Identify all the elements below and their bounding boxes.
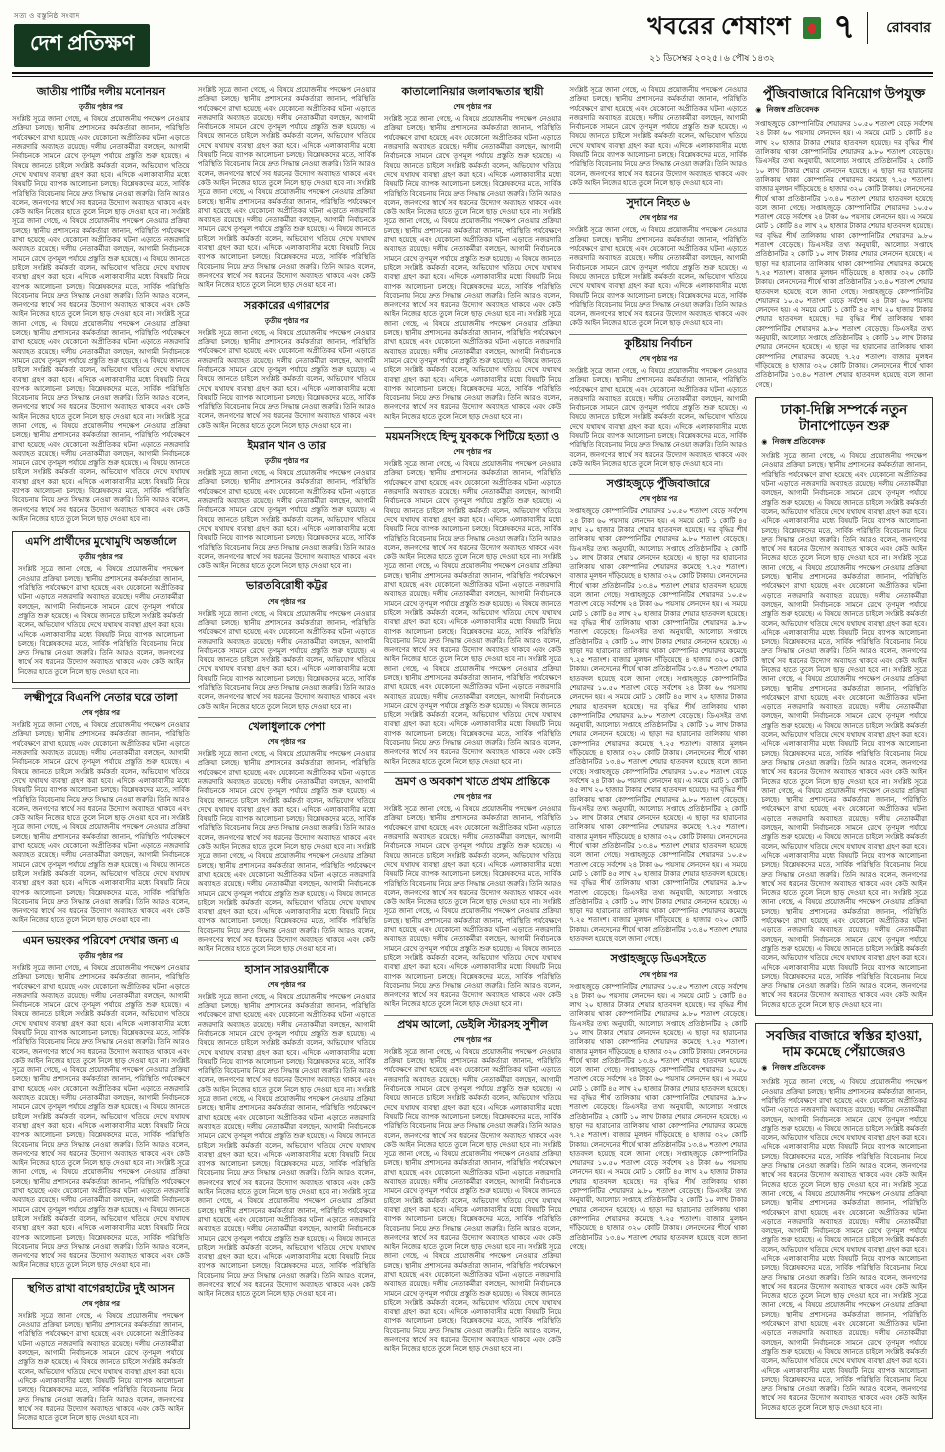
article-headline: সুদানে নিহত ৬ — [626, 197, 691, 210]
article — [569, 474, 747, 944]
article-headline: জাতীয় পার্টির দলীয় মনোনয়ন — [36, 86, 166, 98]
article-headline: এমন ভয়ংকর পরিবেশ দেখার জন্য এ — [22, 934, 180, 947]
article-body: সংশ্লিষ্ট সূত্রে জানা গেছে, এ বিষয়ে প্রয়োজনীয় পদক্ষেপ নেওয়ার প্রক্রিয়া চলছে। স্থানীয় প্রশাসনের কর্মকর্তারা জানান, পরিস্থিতি পর্যবেক্ষণে রাখা হয়েছে এবং যেকোনো অপ্রীতিকর ঘটনা এড়াতে নজরদারি অব্যাহত রয়েছে। দলীয় নেতাকর্মীরা বলছেন, আগামী নির্বাচনকে সামনে রেখে তৃণমূল পর্যায়ে প্রস্তুতি শুরু হয়েছে। এ বিষয়ে জানতে চাইলে সংশ্লিষ্ট কর্মকর্তা বলেন, অভিযোগ খতিয়ে দেখে যথাযথ ব্যবস্থা গ্রহণ করা হবে। এদিকে এলাকাবাসীর মধ্যে বিষয়টি নিয়ে ব্যাপক আলোচনা চলছে। বিশ্লেষকদের মতে, সার্বিক পরিস্থিতি বিবেচনায় নিয়ে দ্রুত সিদ্ধান্ত নেওয়া জরুরি। তিনি আরও বলেন, জনগণের স্বার্থে সব ধরনের উদ্যোগ অব্যাহত থাকবে এবং কেউ আইন নিজের হাতে তুলে নিলে ছাড় দেওয়া হবে না। সংশ্লিষ্ট সূত্রে জানা গেছে, এ বিষয়ে প্রয়োজনীয় পদক্ষেপ নেওয়ার প্রক্রিয়া চলছে। স্থানীয় প্রশাসনের কর্মকর্তারা জানান, পরিস্থিতি পর্যবেক্ষণে রাখা হয়েছে এবং যেকোনো অপ্রীতিকর ঘটনা এড়াতে নজরদারি অব্যাহত রয়েছে। দলীয় নেতাকর্মীরা বলছেন, আগামী নির্বাচনকে সামনে রেখে তৃণমূল পর্যায়ে প্রস্তুতি শুরু হয়েছে। এ বিষয়ে জানতে চাইলে সংশ্লিষ্ট কর্মকর্তা বলেন, অভিযোগ খতিয়ে দেখে যথাযথ ব্যবস্থা গ্রহণ করা হবে। এদিকে এলাকাবাসীর মধ্যে বিষয়টি নিয়ে ব্যাপক আলোচনা চলছে। বিশ্লেষকদের মতে, সার্বিক পরিস্থিতি বিবেচনায় নিয়ে দ্রুত সিদ্ধান্ত নেওয়া জরুরি। তিনি আরও বলেন, জনগণের স্বার্থে সব ধরনের উদ্যোগ অব্যাহত থাকবে এবং কেউ আইন নিজের হাতে তুলে নিলে ছাড় দেওয়া হবে না। সংশ্লিষ্ট সূত্রে জানা গেছে, এ বিষয়ে প্রয়োজনীয় পদক্ষেপ নেওয়ার প্রক্রিয়া চলছে। স্থানীয় প্রশাসনের কর্মকর্তারা জানান, পরিস্থিতি পর্যবেক্ষণে রাখা হয়েছে এবং যেকোনো অপ্রীতিকর ঘটনা এড়াতে নজরদারি অব্যাহত রয়েছে। দলীয় নেতাকর্মীরা বলছেন, আগামী নির্বাচনকে সামনে রেখে তৃণমূল পর্যায়ে প্রস্তুতি শুরু হয়েছে। এ বিষয়ে জানতে চাইলে সংশ্লিষ্ট কর্মকর্তা বলেন, অভিযোগ খতিয়ে দেখে যথাযথ ব্যবস্থা গ্রহণ করা হবে। এদিকে এলাকাবাসীর মধ্যে বিষয়টি নিয়ে ব্যাপক আলোচনা চলছে। বিশ্লেষকদের মতে, সার্বিক পরিস্থিতি বিবেচনায় নিয়ে দ্রুত সিদ্ধান্ত নেওয়া জরুরি। তিনি আরও বলেন, জনগণের স্বার্থে সব ধরনের উদ্যোগ অব্যাহত থাকবে এবং কেউ আইন নিজের হাতে তুলে নিলে ছাড় দেওয়া হবে না। — [383, 460, 562, 766]
continuation-note: তৃতীয় পৃষ্ঠার পর — [78, 951, 123, 960]
continuation-note: শেষ পৃষ্ঠার পর — [267, 980, 306, 989]
section-title: খবরের শেষাংশ — [647, 14, 792, 40]
article — [198, 717, 376, 955]
continuation-note: শেষ পৃষ্ঠার পর — [81, 1299, 120, 1308]
article-headline: ঢাকা-দিল্লি সম্পর্কে নতুন টানাপোড়েন শুরু — [780, 401, 908, 433]
continuation-note: তৃতীয় পৃষ্ঠার পর — [264, 457, 309, 466]
article-headline: ইমরান খান ও তার — [247, 439, 326, 452]
article-body: সংশ্লিষ্ট সূত্রে জানা গেছে, এ বিষয়ে প্রয়োজনীয় পদক্ষেপ নেওয়ার প্রক্রিয়া চলছে। স্থানীয় প্রশাসনের কর্মকর্তারা জানান, পরিস্থিতি পর্যবেক্ষণে রাখা হয়েছে এবং যেকোনো অপ্রীতিকর ঘটনা এড়াতে নজরদারি অব্যাহত রয়েছে। দলীয় নেতাকর্মীরা বলছেন, আগামী নির্বাচনকে সামনে রেখে তৃণমূল পর্যায়ে প্রস্তুতি শুরু হয়েছে। এ বিষয়ে জানতে চাইলে সংশ্লিষ্ট কর্মকর্তা বলেন, অভিযোগ খতিয়ে দেখে যথাযথ ব্যবস্থা গ্রহণ করা হবে। এদিকে এলাকাবাসীর মধ্যে বিষয়টি নিয়ে ব্যাপক আলোচনা চলছে। বিশ্লেষকদের মতে, সার্বিক পরিস্থিতি বিবেচনায় নিয়ে দ্রুত সিদ্ধান্ত নেওয়া জরুরি। তিনি আরও বলেন, জনগণের স্বার্থে সব ধরনের উদ্যোগ অব্যাহত থাকবে এবং কেউ আইন নিজের হাতে তুলে নিলে ছাড় দেওয়া হবে না। — [569, 86, 748, 187]
page-number: ৭ — [833, 9, 856, 46]
byline-bullet-icon: ◉ — [761, 1064, 768, 1073]
article — [569, 334, 747, 469]
article — [569, 193, 747, 328]
header-right — [647, 8, 931, 67]
article — [12, 688, 190, 926]
article-headline: স্থগিত রাখা বাগেরহাটের দুই আসন — [27, 1282, 175, 1295]
article — [12, 931, 190, 1271]
article — [384, 83, 562, 422]
article-headline: পুঁজিবাজারে বিনিয়োগ উপযুক্ত — [763, 86, 926, 101]
continuation-note: শেষ পৃষ্ঠার পর — [453, 793, 492, 802]
column-2 — [198, 83, 376, 1449]
article-headline: সবজির বাজারে স্বস্তির হাওয়া, দাম কমেছে পেঁয়াজেরও — [766, 1027, 922, 1060]
article-body: সংশ্লিষ্ট সূত্রে জানা গেছে, এ বিষয়ে প্রয়োজনীয় পদক্ষেপ নেওয়ার প্রক্রিয়া চলছে। স্থানীয় প্রশাসনের কর্মকর্তারা জানান, পরিস্থিতি পর্যবেক্ষণে রাখা হয়েছে এবং যেকোনো অপ্রীতিকর ঘটনা এড়াতে নজরদারি অব্যাহত রয়েছে। দলীয় নেতাকর্মীরা বলছেন, আগামী নির্বাচনকে সামনে রেখে তৃণমূল পর্যায়ে প্রস্তুতি শুরু হয়েছে। এ বিষয়ে জানতে চাইলে সংশ্লিষ্ট কর্মকর্তা বলেন, অভিযোগ খতিয়ে দেখে যথাযথ ব্যবস্থা গ্রহণ করা হবে। এদিকে এলাকাবাসীর মধ্যে বিষয়টি নিয়ে ব্যাপক আলোচনা চলছে। বিশ্লেষকদের মতে, সার্বিক পরিস্থিতি বিবেচনায় নিয়ে দ্রুত সিদ্ধান্ত নেওয়া জরুরি। তিনি আরও বলেন, জনগণের স্বার্থে সব ধরনের উদ্যোগ অব্যাহত থাকবে এবং কেউ আইন নিজের হাতে তুলে নিলে ছাড় দেওয়া হবে না। — [569, 366, 748, 468]
paper-emblem-icon — [803, 17, 821, 39]
masthead — [14, 10, 150, 67]
date-line: ২১ ডিসেম্বর ২০২৫ ৷ ৬ পৌষ ১৪৩২ — [649, 53, 775, 63]
masthead-title: দেশ প্রতিক্ষণ — [14, 24, 150, 67]
article-headline: সপ্তাহজুড়ে পুঁজিবাজারে — [606, 478, 710, 491]
column-1 — [12, 83, 190, 1449]
article-body: সপ্তাহজুড়ে কোম্পানিটির শেয়ারদর ১০.৫০ শতাংশ বেড়ে সর্বশেষ ২৪ টাকা ৬০ পয়সায় লেনদেন হয়। এ সময়ে মোট ১ কোটি ৪৫ লাখ ২০ হাজার টাকার শেয়ার হাতবদল হয়েছে। দর বৃদ্ধির শীর্ষ তালিকায় থাকা কোম্পানিটির শেয়ারদর ৯.৮০ শতাংশ বেড়েছে। ডিএসইর তথ্য অনুযায়ী, আলোচ্য সপ্তাহে প্রতিষ্ঠানটির ২ কোটি ১০ লাখ টাকার শেয়ার লেনদেন হয়েছে। এ ছাড়া দর হারানোর তালিকায় থাকা কোম্পানির শেয়ারদর কমেছে ৭.২৫ শতাংশ। বাজার মূলধন দাঁড়িয়েছে ৪ হাজার ৩২০ কোটি টাকায়। লেনদেনের শীর্ষে থাকা প্রতিষ্ঠানটির ১৩.৪০ শতাংশ শেয়ার হাতবদল হয়েছে বলে জানা গেছে। সপ্তাহজুড়ে কোম্পানিটির শেয়ারদর ১০.৫০ শতাংশ বেড়ে সর্বশেষ ২৪ টাকা ৬০ পয়সায় লেনদেন হয়। এ সময়ে মোট ১ কোটি ৪৫ লাখ ২০ হাজার টাকার শেয়ার হাতবদল হয়েছে। দর বৃদ্ধির শীর্ষ তালিকায় থাকা কোম্পানিটির শেয়ারদর ৯.৮০ শতাংশ বেড়েছে। ডিএসইর তথ্য অনুযায়ী, আলোচ্য সপ্তাহে প্রতিষ্ঠানটির ২ কোটি ১০ লাখ টাকার শেয়ার লেনদেন হয়েছে। এ ছাড়া দর হারানোর তালিকায় থাকা কোম্পানির শেয়ারদর কমেছে ৭.২৫ শতাংশ। বাজার মূলধন দাঁড়িয়েছে ৪ হাজার ৩২০ কোটি টাকায়। লেনদেনের শীর্ষে থাকা প্রতিষ্ঠানটির ১৩.৪০ শতাংশ শেয়ার হাতবদল হয়েছে বলে জানা গেছে। সপ্তাহজুড়ে কোম্পানিটির শেয়ারদর ১০.৫০ শতাংশ বেড়ে সর্বশেষ ২৪ টাকা ৬০ পয়সায় লেনদেন হয়। এ সময়ে মোট ১ কোটি ৪৫ লাখ ২০ হাজার টাকার শেয়ার হাতবদল হয়েছে। দর বৃদ্ধির শীর্ষ তালিকায় থাকা কোম্পানিটির শেয়ারদর ৯.৮০ শতাংশ বেড়েছে। ডিএসইর তথ্য অনুযায়ী, আলোচ্য সপ্তাহে প্রতিষ্ঠানটির ২ কোটি ১০ লাখ টাকার শেয়ার লেনদেন হয়েছে। এ ছাড়া দর হারানোর তালিকায় থাকা কোম্পানির শেয়ারদর কমেছে ৭.২৫ শতাংশ। বাজার মূলধন দাঁড়িয়েছে ৪ হাজার ৩২০ কোটি টাকায়। লেনদেনের শীর্ষে থাকা প্রতিষ্ঠানটির ১৩.৪০ শতাংশ শেয়ার হাতবদল হয়েছে বলে জানা গেছে। — [569, 982, 748, 1251]
column-3 — [384, 83, 562, 1449]
article — [384, 427, 562, 767]
article-body: সংশ্লিষ্ট সূত্রে জানা গেছে, এ বিষয়ে প্রয়োজনীয় পদক্ষেপ নেওয়ার প্রক্রিয়া চলছে। স্থানীয় প্রশাসনের কর্মকর্তারা জানান, পরিস্থিতি পর্যবেক্ষণে রাখা হয়েছে এবং যেকোনো অপ্রীতিকর ঘটনা এড়াতে নজরদারি অব্যাহত রয়েছে। দলীয় নেতাকর্মীরা বলছেন, আগামী নির্বাচনকে সামনে রেখে তৃণমূল পর্যায়ে প্রস্তুতি শুরু হয়েছে। এ বিষয়ে জানতে চাইলে সংশ্লিষ্ট কর্মকর্তা বলেন, অভিযোগ খতিয়ে দেখে যথাযথ ব্যবস্থা গ্রহণ করা হবে। এদিকে এলাকাবাসীর মধ্যে বিষয়টি নিয়ে ব্যাপক আলোচনা চলছে। বিশ্লেষকদের মতে, সার্বিক পরিস্থিতি বিবেচনায় নিয়ে দ্রুত সিদ্ধান্ত নেওয়া জরুরি। তিনি আরও বলেন, জনগণের স্বার্থে সব ধরনের উদ্যোগ অব্যাহত থাকবে এবং কেউ আইন নিজের হাতে তুলে নিলে ছাড় দেওয়া হবে না। সংশ্লিষ্ট সূত্রে জানা গেছে, এ বিষয়ে প্রয়োজনীয় পদক্ষেপ নেওয়ার প্রক্রিয়া চলছে। স্থানীয় প্রশাসনের কর্মকর্তারা জানান, পরিস্থিতি পর্যবেক্ষণে রাখা হয়েছে এবং যেকোনো অপ্রীতিকর ঘটনা এড়াতে নজরদারি অব্যাহত রয়েছে। দলীয় নেতাকর্মীরা বলছেন, আগামী নির্বাচনকে সামনে রেখে তৃণমূল পর্যায়ে প্রস্তুতি শুরু হয়েছে। এ বিষয়ে জানতে চাইলে সংশ্লিষ্ট কর্মকর্তা বলেন, অভিযোগ খতিয়ে দেখে যথাযথ ব্যবস্থা গ্রহণ করা হবে। এদিকে এলাকাবাসীর মধ্যে বিষয়টি নিয়ে ব্যাপক আলোচনা চলছে। বিশ্লেষকদের মতে, সার্বিক পরিস্থিতি বিবেচনায় নিয়ে দ্রুত সিদ্ধান্ত নেওয়া জরুরি। তিনি আরও বলেন, জনগণের স্বার্থে সব ধরনের উদ্যোগ অব্যাহত থাকবে এবং কেউ আইন নিজের হাতে তুলে নিলে ছাড় দেওয়া হবে না। — [12, 721, 190, 925]
continuation-note: শেষ পৃষ্ঠার পর — [639, 354, 678, 363]
article — [198, 960, 376, 1300]
article-body: সংশ্লিষ্ট সূত্রে জানা গেছে, এ বিষয়ে প্রয়োজনীয় পদক্ষেপ নেওয়ার প্রক্রিয়া চলছে। স্থানীয় প্রশাসনের কর্মকর্তারা জানান, পরিস্থিতি পর্যবেক্ষণে রাখা হয়েছে এবং যেকোনো অপ্রীতিকর ঘটনা এড়াতে নজরদারি অব্যাহত রয়েছে। দলীয় নেতাকর্মীরা বলছেন, আগামী নির্বাচনকে সামনে রেখে তৃণমূল পর্যায়ে প্রস্তুতি শুরু হয়েছে। এ বিষয়ে জানতে চাইলে সংশ্লিষ্ট কর্মকর্তা বলেন, অভিযোগ খতিয়ে দেখে যথাযথ ব্যবস্থা গ্রহণ করা হবে। এদিকে এলাকাবাসীর মধ্যে বিষয়টি নিয়ে ব্যাপক আলোচনা চলছে। বিশ্লেষকদের মতে, সার্বিক পরিস্থিতি বিবেচনায় নিয়ে দ্রুত সিদ্ধান্ত নেওয়া জরুরি। তিনি আরও বলেন, জনগণের স্বার্থে সব ধরনের উদ্যোগ অব্যাহত থাকবে এবং কেউ আইন নিজের হাতে তুলে নিলে ছাড় দেওয়া হবে না। — [197, 609, 376, 711]
article-headline: খেলাধুলাকে পেশা — [248, 720, 326, 733]
page-columns — [0, 77, 945, 1449]
article-headline: কুষ্টিয়ায় নির্বাচন — [624, 337, 693, 350]
article-body: সংশ্লিষ্ট সূত্রে জানা গেছে, এ বিষয়ে প্রয়োজনীয় পদক্ষেপ নেওয়ার প্রক্রিয়া চলছে। স্থানীয় প্রশাসনের কর্মকর্তারা জানান, পরিস্থিতি পর্যবেক্ষণে রাখা হয়েছে এবং যেকোনো অপ্রীতিকর ঘটনা এড়াতে নজরদারি অব্যাহত রয়েছে। দলীয় নেতাকর্মীরা বলছেন, আগামী নির্বাচনকে সামনে রেখে তৃণমূল পর্যায়ে প্রস্তুতি শুরু হয়েছে। এ বিষয়ে জানতে চাইলে সংশ্লিষ্ট কর্মকর্তা বলেন, অভিযোগ খতিয়ে দেখে যথাযথ ব্যবস্থা গ্রহণ করা হবে। এদিকে এলাকাবাসীর মধ্যে বিষয়টি নিয়ে ব্যাপক আলোচনা চলছে। বিশ্লেষকদের মতে, সার্বিক পরিস্থিতি বিবেচনায় নিয়ে দ্রুত সিদ্ধান্ত নেওয়া জরুরি। তিনি আরও বলেন, জনগণের স্বার্থে সব ধরনের উদ্যোগ অব্যাহত থাকবে এবং কেউ আইন নিজের হাতে তুলে নিলে ছাড় দেওয়া হবে না। সংশ্লিষ্ট সূত্রে জানা গেছে, এ বিষয়ে প্রয়োজনীয় পদক্ষেপ নেওয়ার প্রক্রিয়া চলছে। স্থানীয় প্রশাসনের কর্মকর্তারা জানান, পরিস্থিতি পর্যবেক্ষণে রাখা হয়েছে এবং যেকোনো অপ্রীতিকর ঘটনা এড়াতে নজরদারি অব্যাহত রয়েছে। দলীয় নেতাকর্মীরা বলছেন, আগামী নির্বাচনকে সামনে রেখে তৃণমূল পর্যায়ে প্রস্তুতি শুরু হয়েছে। এ বিষয়ে জানতে চাইলে সংশ্লিষ্ট কর্মকর্তা বলেন, অভিযোগ খতিয়ে দেখে যথাযথ ব্যবস্থা গ্রহণ করা হবে। এদিকে এলাকাবাসীর মধ্যে বিষয়টি নিয়ে ব্যাপক আলোচনা চলছে। বিশ্লেষকদের মতে, সার্বিক পরিস্থিতি বিবেচনায় নিয়ে দ্রুত সিদ্ধান্ত নেওয়া জরুরি। তিনি আরও বলেন, জনগণের স্বার্থে সব ধরনের উদ্যোগ অব্যাহত থাকবে এবং কেউ আইন নিজের হাতে তুলে নিলে ছাড় দেওয়া হবে না। — [197, 750, 376, 954]
header-divider — [867, 12, 868, 44]
article-headline: এমপি প্রার্থীদের মুখোমুখি অন্তর্জালে — [25, 536, 177, 549]
byline-text: নিজস্ব প্রতিবেদক — [766, 105, 820, 115]
article-body: সংশ্লিষ্ট সূত্রে জানা গেছে, এ বিষয়ে প্রয়োজনীয় পদক্ষেপ নেওয়ার প্রক্রিয়া চলছে। স্থানীয় প্রশাসনের কর্মকর্তারা জানান, পরিস্থিতি পর্যবেক্ষণে রাখা হয়েছে এবং যেকোনো অপ্রীতিকর ঘটনা এড়াতে নজরদারি অব্যাহত রয়েছে। দলীয় নেতাকর্মীরা বলছেন, আগামী নির্বাচনকে সামনে রেখে তৃণমূল পর্যায়ে প্রস্তুতি শুরু হয়েছে। এ বিষয়ে জানতে চাইলে সংশ্লিষ্ট কর্মকর্তা বলেন, অভিযোগ খতিয়ে দেখে যথাযথ ব্যবস্থা গ্রহণ করা হবে। এদিকে এলাকাবাসীর মধ্যে বিষয়টি নিয়ে ব্যাপক আলোচনা চলছে। বিশ্লেষকদের মতে, সার্বিক পরিস্থিতি বিবেচনায় নিয়ে দ্রুত সিদ্ধান্ত নেওয়া জরুরি। তিনি আরও বলেন, জনগণের স্বার্থে সব ধরনের উদ্যোগ অব্যাহত থাকবে এবং কেউ আইন নিজের হাতে তুলে নিলে ছাড় দেওয়া হবে না। সংশ্লিষ্ট সূত্রে জানা গেছে, এ বিষয়ে প্রয়োজনীয় পদক্ষেপ নেওয়ার প্রক্রিয়া চলছে। স্থানীয় প্রশাসনের কর্মকর্তারা জানান, পরিস্থিতি পর্যবেক্ষণে রাখা হয়েছে এবং যেকোনো অপ্রীতিকর ঘটনা এড়াতে নজরদারি অব্যাহত রয়েছে। দলীয় নেতাকর্মীরা বলছেন, আগামী নির্বাচনকে সামনে রেখে তৃণমূল পর্যায়ে প্রস্তুতি শুরু হয়েছে। এ বিষয়ে জানতে চাইলে সংশ্লিষ্ট কর্মকর্তা বলেন, অভিযোগ খতিয়ে দেখে যথাযথ ব্যবস্থা গ্রহণ করা হবে। এদিকে এলাকাবাসীর মধ্যে বিষয়টি নিয়ে ব্যাপক আলোচনা চলছে। বিশ্লেষকদের মতে, সার্বিক পরিস্থিতি বিবেচনায় নিয়ে দ্রুত সিদ্ধান্ত নেওয়া জরুরি। তিনি আরও বলেন, জনগণের স্বার্থে সব ধরনের উদ্যোগ অব্যাহত থাকবে এবং কেউ আইন নিজের হাতে তুলে নিলে ছাড় দেওয়া হবে না। সংশ্লিষ্ট সূত্রে জানা গেছে, এ বিষয়ে প্রয়োজনীয় পদক্ষেপ নেওয়ার প্রক্রিয়া চলছে। স্থানীয় প্রশাসনের কর্মকর্তারা জানান, পরিস্থিতি পর্যবেক্ষণে রাখা হয়েছে এবং যেকোনো অপ্রীতিকর ঘটনা এড়াতে নজরদারি অব্যাহত রয়েছে। দলীয় নেতাকর্মীরা বলছেন, আগামী নির্বাচনকে সামনে রেখে তৃণমূল পর্যায়ে প্রস্তুতি শুরু হয়েছে। এ বিষয়ে জানতে চাইলে সংশ্লিষ্ট কর্মকর্তা বলেন, অভিযোগ খতিয়ে দেখে যথাযথ ব্যবস্থা গ্রহণ করা হবে। এদিকে এলাকাবাসীর মধ্যে বিষয়টি নিয়ে ব্যাপক আলোচনা চলছে। বিশ্লেষকদের মতে, সার্বিক পরিস্থিতি বিবেচনায় নিয়ে দ্রুত সিদ্ধান্ত নেওয়া জরুরি। তিনি আরও বলেন, জনগণের স্বার্থে সব ধরনের উদ্যোগ অব্যাহত থাকবে এবং কেউ আইন নিজের হাতে তুলে নিলে ছাড় দেওয়া হবে না। — [383, 1047, 562, 1354]
article — [12, 1278, 190, 1430]
byline-text: নিজস্ব প্রতিবেদক — [772, 1063, 826, 1073]
column-5 — [755, 83, 933, 1449]
article-body: সপ্তাহজুড়ে কোম্পানিটির শেয়ারদর ১০.৫০ শতাংশ বেড়ে সর্বশেষ ২৪ টাকা ৬০ পয়সায় লেনদেন হয়। এ সময়ে মোট ১ কোটি ৪৫ লাখ ২০ হাজার টাকার শেয়ার হাতবদল হয়েছে। দর বৃদ্ধির শীর্ষ তালিকায় থাকা কোম্পানিটির শেয়ারদর ৯.৮০ শতাংশ বেড়েছে। ডিএসইর তথ্য অনুযায়ী, আলোচ্য সপ্তাহে প্রতিষ্ঠানটির ২ কোটি ১০ লাখ টাকার শেয়ার লেনদেন হয়েছে। এ ছাড়া দর হারানোর তালিকায় থাকা কোম্পানির শেয়ারদর কমেছে ৭.২৫ শতাংশ। বাজার মূলধন দাঁড়িয়েছে ৪ হাজার ৩২০ কোটি টাকায়। লেনদেনের শীর্ষে থাকা প্রতিষ্ঠানটির ১৩.৪০ শতাংশ শেয়ার হাতবদল হয়েছে বলে জানা গেছে। সপ্তাহজুড়ে কোম্পানিটির শেয়ারদর ১০.৫০ শতাংশ বেড়ে সর্বশেষ ২৪ টাকা ৬০ পয়সায় লেনদেন হয়। এ সময়ে মোট ১ কোটি ৪৫ লাখ ২০ হাজার টাকার শেয়ার হাতবদল হয়েছে। দর বৃদ্ধির শীর্ষ তালিকায় থাকা কোম্পানিটির শেয়ারদর ৯.৮০ শতাংশ বেড়েছে। ডিএসইর তথ্য অনুযায়ী, আলোচ্য সপ্তাহে প্রতিষ্ঠানটির ২ কোটি ১০ লাখ টাকার শেয়ার লেনদেন হয়েছে। এ ছাড়া দর হারানোর তালিকায় থাকা কোম্পানির শেয়ারদর কমেছে ৭.২৫ শতাংশ। বাজার মূলধন দাঁড়িয়েছে ৪ হাজার ৩২০ কোটি টাকায়। লেনদেনের শীর্ষে থাকা প্রতিষ্ঠানটির ১৩.৪০ শতাংশ শেয়ার হাতবদল হয়েছে বলে জানা গেছে। সপ্তাহজুড়ে কোম্পানিটির শেয়ারদর ১০.৫০ শতাংশ বেড়ে সর্বশেষ ২৪ টাকা ৬০ পয়সায় লেনদেন হয়। এ সময়ে মোট ১ কোটি ৪৫ লাখ ২০ হাজার টাকার শেয়ার হাতবদল হয়েছে। দর বৃদ্ধির শীর্ষ তালিকায় থাকা কোম্পানিটির শেয়ারদর ৯.৮০ শতাংশ বেড়েছে। ডিএসইর তথ্য অনুযায়ী, আলোচ্য সপ্তাহে প্রতিষ্ঠানটির ২ কোটি ১০ লাখ টাকার শেয়ার লেনদেন হয়েছে। এ ছাড়া দর হারানোর তালিকায় থাকা কোম্পানির শেয়ারদর কমেছে ৭.২৫ শতাংশ। বাজার মূলধন দাঁড়িয়েছে ৪ হাজার ৩২০ কোটি টাকায়। লেনদেনের শীর্ষে থাকা প্রতিষ্ঠানটির ১৩.৪০ শতাংশ শেয়ার হাতবদল হয়েছে বলে জানা গেছে। — [755, 120, 933, 389]
article-body: সংশ্লিষ্ট সূত্রে জানা গেছে, এ বিষয়ে প্রয়োজনীয় পদক্ষেপ নেওয়ার প্রক্রিয়া চলছে। স্থানীয় প্রশাসনের কর্মকর্তারা জানান, পরিস্থিতি পর্যবেক্ষণে রাখা হয়েছে এবং যেকোনো অপ্রীতিকর ঘটনা এড়াতে নজরদারি অব্যাহত রয়েছে। দলীয় নেতাকর্মীরা বলছেন, আগামী নির্বাচনকে সামনে রেখে তৃণমূল পর্যায়ে প্রস্তুতি শুরু হয়েছে। এ বিষয়ে জানতে চাইলে সংশ্লিষ্ট কর্মকর্তা বলেন, অভিযোগ খতিয়ে দেখে যথাযথ ব্যবস্থা গ্রহণ করা হবে। এদিকে এলাকাবাসীর মধ্যে বিষয়টি নিয়ে ব্যাপক আলোচনা চলছে। বিশ্লেষকদের মতে, সার্বিক পরিস্থিতি বিবেচনায় নিয়ে দ্রুত সিদ্ধান্ত নেওয়া জরুরি। তিনি আরও বলেন, জনগণের স্বার্থে সব ধরনের উদ্যোগ অব্যাহত থাকবে এবং কেউ আইন নিজের হাতে তুলে নিলে ছাড় দেওয়া হবে না। সংশ্লিষ্ট সূত্রে জানা গেছে, এ বিষয়ে প্রয়োজনীয় পদক্ষেপ নেওয়ার প্রক্রিয়া চলছে। স্থানীয় প্রশাসনের কর্মকর্তারা জানান, পরিস্থিতি পর্যবেক্ষণে রাখা হয়েছে এবং যেকোনো অপ্রীতিকর ঘটনা এড়াতে নজরদারি অব্যাহত রয়েছে। দলীয় নেতাকর্মীরা বলছেন, আগামী নির্বাচনকে সামনে রেখে তৃণমূল পর্যায়ে প্রস্তুতি শুরু হয়েছে। এ বিষয়ে জানতে চাইলে সংশ্লিষ্ট কর্মকর্তা বলেন, অভিযোগ খতিয়ে দেখে যথাযথ ব্যবস্থা গ্রহণ করা হবে। এদিকে এলাকাবাসীর মধ্যে বিষয়টি নিয়ে ব্যাপক আলোচনা চলছে। বিশ্লেষকদের মতে, সার্বিক পরিস্থিতি বিবেচনায় নিয়ে দ্রুত সিদ্ধান্ত নেওয়া জরুরি। তিনি আরও বলেন, জনগণের স্বার্থে সব ধরনের উদ্যোগ অব্যাহত থাকবে এবং কেউ আইন নিজের হাতে তুলে নিলে ছাড় দেওয়া হবে না। সংশ্লিষ্ট সূত্রে জানা গেছে, এ বিষয়ে প্রয়োজনীয় পদক্ষেপ নেওয়ার প্রক্রিয়া চলছে। স্থানীয় প্রশাসনের কর্মকর্তারা জানান, পরিস্থিতি পর্যবেক্ষণে রাখা হয়েছে এবং যেকোনো অপ্রীতিকর ঘটনা এড়াতে নজরদারি অব্যাহত রয়েছে। দলীয় নেতাকর্মীরা বলছেন, আগামী নির্বাচনকে সামনে রেখে তৃণমূল পর্যায়ে প্রস্তুতি শুরু হয়েছে। এ বিষয়ে জানতে চাইলে সংশ্লিষ্ট কর্মকর্তা বলেন, অভিযোগ খতিয়ে দেখে যথাযথ ব্যবস্থা গ্রহণ করা হবে। এদিকে এলাকাবাসীর মধ্যে বিষয়টি নিয়ে ব্যাপক আলোচনা চলছে। বিশ্লেষকদের মতে, সার্বিক পরিস্থিতি বিবেচনায় নিয়ে দ্রুত সিদ্ধান্ত নেওয়া জরুরি। তিনি আরও বলেন, জনগণের স্বার্থে সব ধরনের উদ্যোগ অব্যাহত থাকবে এবং কেউ আইন নিজের হাতে তুলে নিলে ছাড় দেওয়া হবে না। — [761, 1078, 927, 1412]
article-body: সংশ্লিষ্ট সূত্রে জানা গেছে, এ বিষয়ে প্রয়োজনীয় পদক্ষেপ নেওয়ার প্রক্রিয়া চলছে। স্থানীয় প্রশাসনের কর্মকর্তারা জানান, পরিস্থিতি পর্যবেক্ষণে রাখা হয়েছে এবং যেকোনো অপ্রীতিকর ঘটনা এড়াতে নজরদারি অব্যাহত রয়েছে। দলীয় নেতাকর্মীরা বলছেন, আগামী নির্বাচনকে সামনে রেখে তৃণমূল পর্যায়ে প্রস্তুতি শুরু হয়েছে। এ বিষয়ে জানতে চাইলে সংশ্লিষ্ট কর্মকর্তা বলেন, অভিযোগ খতিয়ে দেখে যথাযথ ব্যবস্থা গ্রহণ করা হবে। এদিকে এলাকাবাসীর মধ্যে বিষয়টি নিয়ে ব্যাপক আলোচনা চলছে। বিশ্লেষকদের মতে, সার্বিক পরিস্থিতি বিবেচনায় নিয়ে দ্রুত সিদ্ধান্ত নেওয়া জরুরি। তিনি আরও বলেন, জনগণের স্বার্থে সব ধরনের উদ্যোগ অব্যাহত থাকবে এবং কেউ আইন নিজের হাতে তুলে নিলে ছাড় দেওয়া হবে না। সংশ্লিষ্ট সূত্রে জানা গেছে, এ বিষয়ে প্রয়োজনীয় পদক্ষেপ নেওয়ার প্রক্রিয়া চলছে। স্থানীয় প্রশাসনের কর্মকর্তারা জানান, পরিস্থিতি পর্যবেক্ষণে রাখা হয়েছে এবং যেকোনো অপ্রীতিকর ঘটনা এড়াতে নজরদারি অব্যাহত রয়েছে। দলীয় নেতাকর্মীরা বলছেন, আগামী নির্বাচনকে সামনে রেখে তৃণমূল পর্যায়ে প্রস্তুতি শুরু হয়েছে। এ বিষয়ে জানতে চাইলে সংশ্লিষ্ট কর্মকর্তা বলেন, অভিযোগ খতিয়ে দেখে যথাযথ ব্যবস্থা গ্রহণ করা হবে। এদিকে এলাকাবাসীর মধ্যে বিষয়টি নিয়ে ব্যাপক আলোচনা চলছে। বিশ্লেষকদের মতে, সার্বিক পরিস্থিতি বিবেচনায় নিয়ে দ্রুত সিদ্ধান্ত নেওয়া জরুরি। তিনি আরও বলেন, জনগণের স্বার্থে সব ধরনের উদ্যোগ অব্যাহত থাকবে এবং কেউ আইন নিজের হাতে তুলে নিলে ছাড় দেওয়া হবে না। — [197, 86, 376, 290]
article-headline: ময়মনসিংহে হিন্দু যুবককে পিটিয়ে হত্যা ও — [385, 430, 560, 443]
article-body: সংশ্লিষ্ট সূত্রে জানা গেছে, এ বিষয়ে প্রয়োজনীয় পদক্ষেপ নেওয়ার প্রক্রিয়া চলছে। স্থানীয় প্রশাসনের কর্মকর্তারা জানান, পরিস্থিতি পর্যবেক্ষণে রাখা হয়েছে এবং যেকোনো অপ্রীতিকর ঘটনা এড়াতে নজরদারি অব্যাহত রয়েছে। দলীয় নেতাকর্মীরা বলছেন, আগামী নির্বাচনকে সামনে রেখে তৃণমূল পর্যায়ে প্রস্তুতি শুরু হয়েছে। এ বিষয়ে জানতে চাইলে সংশ্লিষ্ট কর্মকর্তা বলেন, অভিযোগ খতিয়ে দেখে যথাযথ ব্যবস্থা গ্রহণ করা হবে। এদিকে এলাকাবাসীর মধ্যে বিষয়টি নিয়ে ব্যাপক আলোচনা চলছে। বিশ্লেষকদের মতে, সার্বিক পরিস্থিতি বিবেচনায় নিয়ে দ্রুত সিদ্ধান্ত নেওয়া জরুরি। তিনি আরও বলেন, জনগণের স্বার্থে সব ধরনের উদ্যোগ অব্যাহত থাকবে এবং কেউ আইন নিজের হাতে তুলে নিলে ছাড় দেওয়া হবে না। — [569, 226, 748, 328]
article — [569, 949, 747, 1252]
article-body: সংশ্লিষ্ট সূত্রে জানা গেছে, এ বিষয়ে প্রয়োজনীয় পদক্ষেপ নেওয়ার প্রক্রিয়া চলছে। স্থানীয় প্রশাসনের কর্মকর্তারা জানান, পরিস্থিতি পর্যবেক্ষণে রাখা হয়েছে এবং যেকোনো অপ্রীতিকর ঘটনা এড়াতে নজরদারি অব্যাহত রয়েছে। দলীয় নেতাকর্মীরা বলছেন, আগামী নির্বাচনকে সামনে রেখে তৃণমূল পর্যায়ে প্রস্তুতি শুরু হয়েছে। এ বিষয়ে জানতে চাইলে সংশ্লিষ্ট কর্মকর্তা বলেন, অভিযোগ খতিয়ে দেখে যথাযথ ব্যবস্থা গ্রহণ করা হবে। এদিকে এলাকাবাসীর মধ্যে বিষয়টি নিয়ে ব্যাপক আলোচনা চলছে। বিশ্লেষকদের মতে, সার্বিক পরিস্থিতি বিবেচনায় নিয়ে দ্রুত সিদ্ধান্ত নেওয়া জরুরি। তিনি আরও বলেন, জনগণের স্বার্থে সব ধরনের উদ্যোগ অব্যাহত থাকবে এবং কেউ আইন নিজের হাতে তুলে নিলে ছাড় দেওয়া হবে না। সংশ্লিষ্ট সূত্রে জানা গেছে, এ বিষয়ে প্রয়োজনীয় পদক্ষেপ নেওয়ার প্রক্রিয়া চলছে। স্থানীয় প্রশাসনের কর্মকর্তারা জানান, পরিস্থিতি পর্যবেক্ষণে রাখা হয়েছে এবং যেকোনো অপ্রীতিকর ঘটনা এড়াতে নজরদারি অব্যাহত রয়েছে। দলীয় নেতাকর্মীরা বলছেন, আগামী নির্বাচনকে সামনে রেখে তৃণমূল পর্যায়ে প্রস্তুতি শুরু হয়েছে। এ বিষয়ে জানতে চাইলে সংশ্লিষ্ট কর্মকর্তা বলেন, অভিযোগ খতিয়ে দেখে যথাযথ ব্যবস্থা গ্রহণ করা হবে। এদিকে এলাকাবাসীর মধ্যে বিষয়টি নিয়ে ব্যাপক আলোচনা চলছে। বিশ্লেষকদের মতে, সার্বিক পরিস্থিতি বিবেচনায় নিয়ে দ্রুত সিদ্ধান্ত নেওয়া জরুরি। তিনি আরও বলেন, জনগণের স্বার্থে সব ধরনের উদ্যোগ অব্যাহত থাকবে এবং কেউ আইন নিজের হাতে তুলে নিলে ছাড় দেওয়া হবে না। সংশ্লিষ্ট সূত্রে জানা গেছে, এ বিষয়ে প্রয়োজনীয় পদক্ষেপ নেওয়ার প্রক্রিয়া চলছে। স্থানীয় প্রশাসনের কর্মকর্তারা জানান, পরিস্থিতি পর্যবেক্ষণে রাখা হয়েছে এবং যেকোনো অপ্রীতিকর ঘটনা এড়াতে নজরদারি অব্যাহত রয়েছে। দলীয় নেতাকর্মীরা বলছেন, আগামী নির্বাচনকে সামনে রেখে তৃণমূল পর্যায়ে প্রস্তুতি শুরু হয়েছে। এ বিষয়ে জানতে চাইলে সংশ্লিষ্ট কর্মকর্তা বলেন, অভিযোগ খতিয়ে দেখে যথাযথ ব্যবস্থা গ্রহণ করা হবে। এদিকে এলাকাবাসীর মধ্যে বিষয়টি নিয়ে ব্যাপক আলোচনা চলছে। বিশ্লেষকদের মতে, সার্বিক পরিস্থিতি বিবেচনায় নিয়ে দ্রুত সিদ্ধান্ত নেওয়া জরুরি। তিনি আরও বলেন, জনগণের স্বার্থে সব ধরনের উদ্যোগ অব্যাহত থাকবে এবং কেউ আইন নিজের হাতে তুলে নিলে ছাড় দেওয়া হবে না। সংশ্লিষ্ট সূত্রে জানা গেছে, এ বিষয়ে প্রয়োজনীয় পদক্ষেপ নেওয়ার প্রক্রিয়া চলছে। স্থানীয় প্রশাসনের কর্মকর্তারা জানান, পরিস্থিতি পর্যবেক্ষণে রাখা হয়েছে এবং যেকোনো অপ্রীতিকর ঘটনা এড়াতে নজরদারি অব্যাহত রয়েছে। দলীয় নেতাকর্মীরা বলছেন, আগামী নির্বাচনকে সামনে রেখে তৃণমূল পর্যায়ে প্রস্তুতি শুরু হয়েছে। এ বিষয়ে জানতে চাইলে সংশ্লিষ্ট কর্মকর্তা বলেন, অভিযোগ খতিয়ে দেখে যথাযথ ব্যবস্থা গ্রহণ করা হবে। এদিকে এলাকাবাসীর মধ্যে বিষয়টি নিয়ে ব্যাপক আলোচনা চলছে। বিশ্লেষকদের মতে, সার্বিক পরিস্থিতি বিবেচনায় নিয়ে দ্রুত সিদ্ধান্ত নেওয়া জরুরি। তিনি আরও বলেন, জনগণের স্বার্থে সব ধরনের উদ্যোগ অব্যাহত থাকবে এবং কেউ আইন নিজের হাতে তুলে নিলে ছাড় দেওয়া হবে না। সংশ্লিষ্ট সূত্রে জানা গেছে, এ বিষয়ে প্রয়োজনীয় পদক্ষেপ নেওয়ার প্রক্রিয়া চলছে। স্থানীয় প্রশাসনের কর্মকর্তারা জানান, পরিস্থিতি পর্যবেক্ষণে রাখা হয়েছে এবং যেকোনো অপ্রীতিকর ঘটনা এড়াতে নজরদারি অব্যাহত রয়েছে। দলীয় নেতাকর্মীরা বলছেন, আগামী নির্বাচনকে সামনে রেখে তৃণমূল পর্যায়ে প্রস্তুতি শুরু হয়েছে। এ বিষয়ে জানতে চাইলে সংশ্লিষ্ট কর্মকর্তা বলেন, অভিযোগ খতিয়ে দেখে যথাযথ ব্যবস্থা গ্রহণ করা হবে। এদিকে এলাকাবাসীর মধ্যে বিষয়টি নিয়ে ব্যাপক আলোচনা চলছে। বিশ্লেষকদের মতে, সার্বিক পরিস্থিতি বিবেচনায় নিয়ে দ্রুত সিদ্ধান্ত নেওয়া জরুরি। তিনি আরও বলেন, জনগণের স্বার্থে সব ধরনের উদ্যোগ অব্যাহত থাকবে এবং কেউ আইন নিজের হাতে তুলে নিলে ছাড় দেওয়া হবে না। — [761, 452, 927, 1009]
byline — [761, 436, 927, 449]
continuation-note: শেষ পৃষ্ঠার পর — [453, 1035, 492, 1044]
article-body: সংশ্লিষ্ট সূত্রে জানা গেছে, এ বিষয়ে প্রয়োজনীয় পদক্ষেপ নেওয়ার প্রক্রিয়া চলছে। স্থানীয় প্রশাসনের কর্মকর্তারা জানান, পরিস্থিতি পর্যবেক্ষণে রাখা হয়েছে এবং যেকোনো অপ্রীতিকর ঘটনা এড়াতে নজরদারি অব্যাহত রয়েছে। দলীয় নেতাকর্মীরা বলছেন, আগামী নির্বাচনকে সামনে রেখে তৃণমূল পর্যায়ে প্রস্তুতি শুরু হয়েছে। এ বিষয়ে জানতে চাইলে সংশ্লিষ্ট কর্মকর্তা বলেন, অভিযোগ খতিয়ে দেখে যথাযথ ব্যবস্থা গ্রহণ করা হবে। এদিকে এলাকাবাসীর মধ্যে বিষয়টি নিয়ে ব্যাপক আলোচনা চলছে। বিশ্লেষকদের মতে, সার্বিক পরিস্থিতি বিবেচনায় নিয়ে দ্রুত সিদ্ধান্ত নেওয়া জরুরি। তিনি আরও বলেন, জনগণের স্বার্থে সব ধরনের উদ্যোগ অব্যাহত থাকবে এবং কেউ আইন নিজের হাতে তুলে নিলে ছাড় দেওয়া হবে না। সংশ্লিষ্ট সূত্রে জানা গেছে, এ বিষয়ে প্রয়োজনীয় পদক্ষেপ নেওয়ার প্রক্রিয়া চলছে। স্থানীয় প্রশাসনের কর্মকর্তারা জানান, পরিস্থিতি পর্যবেক্ষণে রাখা হয়েছে এবং যেকোনো অপ্রীতিকর ঘটনা এড়াতে নজরদারি অব্যাহত রয়েছে। দলীয় নেতাকর্মীরা বলছেন, আগামী নির্বাচনকে সামনে রেখে তৃণমূল পর্যায়ে প্রস্তুতি শুরু হয়েছে। এ বিষয়ে জানতে চাইলে সংশ্লিষ্ট কর্মকর্তা বলেন, অভিযোগ খতিয়ে দেখে যথাযথ ব্যবস্থা গ্রহণ করা হবে। এদিকে এলাকাবাসীর মধ্যে বিষয়টি নিয়ে ব্যাপক আলোচনা চলছে। বিশ্লেষকদের মতে, সার্বিক পরিস্থিতি বিবেচনায় নিয়ে দ্রুত সিদ্ধান্ত নেওয়া জরুরি। তিনি আরও বলেন, জনগণের স্বার্থে সব ধরনের উদ্যোগ অব্যাহত থাকবে এবং কেউ আইন নিজের হাতে তুলে নিলে ছাড় দেওয়া হবে না। সংশ্লিষ্ট সূত্রে জানা গেছে, এ বিষয়ে প্রয়োজনীয় পদক্ষেপ নেওয়ার প্রক্রিয়া চলছে। স্থানীয় প্রশাসনের কর্মকর্তারা জানান, পরিস্থিতি পর্যবেক্ষণে রাখা হয়েছে এবং যেকোনো অপ্রীতিকর ঘটনা এড়াতে নজরদারি অব্যাহত রয়েছে। দলীয় নেতাকর্মীরা বলছেন, আগামী নির্বাচনকে সামনে রেখে তৃণমূল পর্যায়ে প্রস্তুতি শুরু হয়েছে। এ বিষয়ে জানতে চাইলে সংশ্লিষ্ট কর্মকর্তা বলেন, অভিযোগ খতিয়ে দেখে যথাযথ ব্যবস্থা গ্রহণ করা হবে। এদিকে এলাকাবাসীর মধ্যে বিষয়টি নিয়ে ব্যাপক আলোচনা চলছে। বিশ্লেষকদের মতে, সার্বিক পরিস্থিতি বিবেচনায় নিয়ে দ্রুত সিদ্ধান্ত নেওয়া জরুরি। তিনি আরও বলেন, জনগণের স্বার্থে সব ধরনের উদ্যোগ অব্যাহত থাকবে এবং কেউ আইন নিজের হাতে তুলে নিলে ছাড় দেওয়া হবে না। — [12, 963, 190, 1270]
article-headline: সরকারের এগারশের — [244, 299, 330, 312]
article-body: সংশ্লিষ্ট সূত্রে জানা গেছে, এ বিষয়ে প্রয়োজনীয় পদক্ষেপ নেওয়ার প্রক্রিয়া চলছে। স্থানীয় প্রশাসনের কর্মকর্তারা জানান, পরিস্থিতি পর্যবেক্ষণে রাখা হয়েছে এবং যেকোনো অপ্রীতিকর ঘটনা এড়াতে নজরদারি অব্যাহত রয়েছে। দলীয় নেতাকর্মীরা বলছেন, আগামী নির্বাচনকে সামনে রেখে তৃণমূল পর্যায়ে প্রস্তুতি শুরু হয়েছে। এ বিষয়ে জানতে চাইলে সংশ্লিষ্ট কর্মকর্তা বলেন, অভিযোগ খতিয়ে দেখে যথাযথ ব্যবস্থা গ্রহণ করা হবে। এদিকে এলাকাবাসীর মধ্যে বিষয়টি নিয়ে ব্যাপক আলোচনা চলছে। বিশ্লেষকদের মতে, সার্বিক পরিস্থিতি বিবেচনায় নিয়ে দ্রুত সিদ্ধান্ত নেওয়া জরুরি। তিনি আরও বলেন, জনগণের স্বার্থে সব ধরনের উদ্যোগ অব্যাহত থাকবে এবং কেউ আইন নিজের হাতে তুলে নিলে ছাড় দেওয়া হবে না। — [18, 565, 184, 676]
article — [198, 436, 376, 571]
article — [755, 397, 933, 1016]
continuation-note: তৃতীয় পৃষ্ঠার পর — [78, 553, 123, 562]
article — [12, 531, 190, 683]
article-headline: সপ্তাহজুড়ে ডিএসইতে — [610, 953, 706, 966]
day-name: রোববার — [886, 21, 931, 36]
continuation-note: শেষ পৃষ্ঠার পর — [267, 738, 306, 747]
article — [384, 1015, 562, 1355]
continuation-note: শেষ পৃষ্ঠার পর — [639, 495, 678, 504]
article-headline: লক্ষ্মীপুরে বিএনপি নেতার ঘরে তালা — [24, 692, 178, 704]
continuation-note: শেষ পৃষ্ঠার পর — [267, 597, 306, 606]
article-body: সংশ্লিষ্ট সূত্রে জানা গেছে, এ বিষয়ে প্রয়োজনীয় পদক্ষেপ নেওয়ার প্রক্রিয়া চলছে। স্থানীয় প্রশাসনের কর্মকর্তারা জানান, পরিস্থিতি পর্যবেক্ষণে রাখা হয়েছে এবং যেকোনো অপ্রীতিকর ঘটনা এড়াতে নজরদারি অব্যাহত রয়েছে। দলীয় নেতাকর্মীরা বলছেন, আগামী নির্বাচনকে সামনে রেখে তৃণমূল পর্যায়ে প্রস্তুতি শুরু হয়েছে। এ বিষয়ে জানতে চাইলে সংশ্লিষ্ট কর্মকর্তা বলেন, অভিযোগ খতিয়ে দেখে যথাযথ ব্যবস্থা গ্রহণ করা হবে। এদিকে এলাকাবাসীর মধ্যে বিষয়টি নিয়ে ব্যাপক আলোচনা চলছে। বিশ্লেষকদের মতে, সার্বিক পরিস্থিতি বিবেচনায় নিয়ে দ্রুত সিদ্ধান্ত নেওয়া জরুরি। তিনি আরও বলেন, জনগণের স্বার্থে সব ধরনের উদ্যোগ অব্যাহত থাকবে এবং কেউ আইন নিজের হাতে তুলে নিলে ছাড় দেওয়া হবে না। সংশ্লিষ্ট সূত্রে জানা গেছে, এ বিষয়ে প্রয়োজনীয় পদক্ষেপ নেওয়ার প্রক্রিয়া চলছে। স্থানীয় প্রশাসনের কর্মকর্তারা জানান, পরিস্থিতি পর্যবেক্ষণে রাখা হয়েছে এবং যেকোনো অপ্রীতিকর ঘটনা এড়াতে নজরদারি অব্যাহত রয়েছে। দলীয় নেতাকর্মীরা বলছেন, আগামী নির্বাচনকে সামনে রেখে তৃণমূল পর্যায়ে প্রস্তুতি শুরু হয়েছে। এ বিষয়ে জানতে চাইলে সংশ্লিষ্ট কর্মকর্তা বলেন, অভিযোগ খতিয়ে দেখে যথাযথ ব্যবস্থা গ্রহণ করা হবে। এদিকে এলাকাবাসীর মধ্যে বিষয়টি নিয়ে ব্যাপক আলোচনা চলছে। বিশ্লেষকদের মতে, সার্বিক পরিস্থিতি বিবেচনায় নিয়ে দ্রুত সিদ্ধান্ত নেওয়া জরুরি। তিনি আরও বলেন, জনগণের স্বার্থে সব ধরনের উদ্যোগ অব্যাহত থাকবে এবং কেউ আইন নিজের হাতে তুলে নিলে ছাড় দেওয়া হবে না। সংশ্লিষ্ট সূত্রে জানা গেছে, এ বিষয়ে প্রয়োজনীয় পদক্ষেপ নেওয়ার প্রক্রিয়া চলছে। স্থানীয় প্রশাসনের কর্মকর্তারা জানান, পরিস্থিতি পর্যবেক্ষণে রাখা হয়েছে এবং যেকোনো অপ্রীতিকর ঘটনা এড়াতে নজরদারি অব্যাহত রয়েছে। দলীয় নেতাকর্মীরা বলছেন, আগামী নির্বাচনকে সামনে রেখে তৃণমূল পর্যায়ে প্রস্তুতি শুরু হয়েছে। এ বিষয়ে জানতে চাইলে সংশ্লিষ্ট কর্মকর্তা বলেন, অভিযোগ খতিয়ে দেখে যথাযথ ব্যবস্থা গ্রহণ করা হবে। এদিকে এলাকাবাসীর মধ্যে বিষয়টি নিয়ে ব্যাপক আলোচনা চলছে। বিশ্লেষকদের মতে, সার্বিক পরিস্থিতি বিবেচনায় নিয়ে দ্রুত সিদ্ধান্ত নেওয়া জরুরি। তিনি আরও বলেন, জনগণের স্বার্থে সব ধরনের উদ্যোগ অব্যাহত থাকবে এবং কেউ আইন নিজের হাতে তুলে নিলে ছাড় দেওয়া হবে না। সংশ্লিষ্ট সূত্রে জানা গেছে, এ বিষয়ে প্রয়োজনীয় পদক্ষেপ নেওয়ার প্রক্রিয়া চলছে। স্থানীয় প্রশাসনের কর্মকর্তারা জানান, পরিস্থিতি পর্যবেক্ষণে রাখা হয়েছে এবং যেকোনো অপ্রীতিকর ঘটনা এড়াতে নজরদারি অব্যাহত রয়েছে। দলীয় নেতাকর্মীরা বলছেন, আগামী নির্বাচনকে সামনে রেখে তৃণমূল পর্যায়ে প্রস্তুতি শুরু হয়েছে। এ বিষয়ে জানতে চাইলে সংশ্লিষ্ট কর্মকর্তা বলেন, অভিযোগ খতিয়ে দেখে যথাযথ ব্যবস্থা গ্রহণ করা হবে। এদিকে এলাকাবাসীর মধ্যে বিষয়টি নিয়ে ব্যাপক আলোচনা চলছে। বিশ্লেষকদের মতে, সার্বিক পরিস্থিতি বিবেচনায় নিয়ে দ্রুত সিদ্ধান্ত নেওয়া জরুরি। তিনি আরও বলেন, জনগণের স্বার্থে সব ধরনের উদ্যোগ অব্যাহত থাকবে এবং কেউ আইন নিজের হাতে তুলে নিলে ছাড় দেওয়া হবে না। — [12, 115, 190, 523]
continuation-note: শেষ পৃষ্ঠার পর — [639, 970, 678, 979]
article — [755, 83, 933, 390]
article-headline: প্রথম আলো, ডেইলি স্টারসহ সুশীল — [397, 1018, 548, 1031]
byline — [761, 1062, 927, 1075]
byline-bullet-icon: ◉ — [755, 106, 762, 115]
continuation-note: শেষ পৃষ্ঠার পর — [453, 448, 492, 457]
article — [755, 1023, 933, 1419]
byline-bullet-icon: ◉ — [761, 438, 768, 447]
byline-text: নিজস্ব প্রতিবেদক — [772, 437, 826, 447]
article — [12, 83, 190, 524]
article-continuation — [569, 83, 747, 188]
article-headline: কাতালোনিয়ার জলাবদ্ধতার স্থায়ী — [401, 86, 544, 98]
article — [198, 296, 376, 431]
continuation-note: শেষ পৃষ্ঠার পর — [81, 709, 120, 718]
article-headline: হাসান সারওয়ার্দীকে — [244, 963, 329, 976]
byline — [755, 104, 933, 117]
continuation-note: শেষ পৃষ্ঠার পর — [453, 103, 492, 112]
continuation-note: শেষ পৃষ্ঠার পর — [639, 214, 678, 223]
article-headline: ভ্রমণ ও অবকাশ খাতে প্রথম প্রান্তিকে — [395, 775, 550, 788]
article-body: সংশ্লিষ্ট সূত্রে জানা গেছে, এ বিষয়ে প্রয়োজনীয় পদক্ষেপ নেওয়ার প্রক্রিয়া চলছে। স্থানীয় প্রশাসনের কর্মকর্তারা জানান, পরিস্থিতি পর্যবেক্ষণে রাখা হয়েছে এবং যেকোনো অপ্রীতিকর ঘটনা এড়াতে নজরদারি অব্যাহত রয়েছে। দলীয় নেতাকর্মীরা বলছেন, আগামী নির্বাচনকে সামনে রেখে তৃণমূল পর্যায়ে প্রস্তুতি শুরু হয়েছে। এ বিষয়ে জানতে চাইলে সংশ্লিষ্ট কর্মকর্তা বলেন, অভিযোগ খতিয়ে দেখে যথাযথ ব্যবস্থা গ্রহণ করা হবে। এদিকে এলাকাবাসীর মধ্যে বিষয়টি নিয়ে ব্যাপক আলোচনা চলছে। বিশ্লেষকদের মতে, সার্বিক পরিস্থিতি বিবেচনায় নিয়ে দ্রুত সিদ্ধান্ত নেওয়া জরুরি। তিনি আরও বলেন, জনগণের স্বার্থে সব ধরনের উদ্যোগ অব্যাহত থাকবে এবং কেউ আইন নিজের হাতে তুলে নিলে ছাড় দেওয়া হবে না। — [18, 1311, 184, 1423]
article-continuation — [198, 83, 376, 291]
page-header — [0, 0, 945, 70]
column-4 — [569, 83, 747, 1449]
continuation-note: তৃতীয় পৃষ্ঠার পর — [264, 316, 309, 325]
article — [198, 576, 376, 711]
article-body: সংশ্লিষ্ট সূত্রে জানা গেছে, এ বিষয়ে প্রয়োজনীয় পদক্ষেপ নেওয়ার প্রক্রিয়া চলছে। স্থানীয় প্রশাসনের কর্মকর্তারা জানান, পরিস্থিতি পর্যবেক্ষণে রাখা হয়েছে এবং যেকোনো অপ্রীতিকর ঘটনা এড়াতে নজরদারি অব্যাহত রয়েছে। দলীয় নেতাকর্মীরা বলছেন, আগামী নির্বাচনকে সামনে রেখে তৃণমূল পর্যায়ে প্রস্তুতি শুরু হয়েছে। এ বিষয়ে জানতে চাইলে সংশ্লিষ্ট কর্মকর্তা বলেন, অভিযোগ খতিয়ে দেখে যথাযথ ব্যবস্থা গ্রহণ করা হবে। এদিকে এলাকাবাসীর মধ্যে বিষয়টি নিয়ে ব্যাপক আলোচনা চলছে। বিশ্লেষকদের মতে, সার্বিক পরিস্থিতি বিবেচনায় নিয়ে দ্রুত সিদ্ধান্ত নেওয়া জরুরি। তিনি আরও বলেন, জনগণের স্বার্থে সব ধরনের উদ্যোগ অব্যাহত থাকবে এবং কেউ আইন নিজের হাতে তুলে নিলে ছাড় দেওয়া হবে না। সংশ্লিষ্ট সূত্রে জানা গেছে, এ বিষয়ে প্রয়োজনীয় পদক্ষেপ নেওয়ার প্রক্রিয়া চলছে। স্থানীয় প্রশাসনের কর্মকর্তারা জানান, পরিস্থিতি পর্যবেক্ষণে রাখা হয়েছে এবং যেকোনো অপ্রীতিকর ঘটনা এড়াতে নজরদারি অব্যাহত রয়েছে। দলীয় নেতাকর্মীরা বলছেন, আগামী নির্বাচনকে সামনে রেখে তৃণমূল পর্যায়ে প্রস্তুতি শুরু হয়েছে। এ বিষয়ে জানতে চাইলে সংশ্লিষ্ট কর্মকর্তা বলেন, অভিযোগ খতিয়ে দেখে যথাযথ ব্যবস্থা গ্রহণ করা হবে। এদিকে এলাকাবাসীর মধ্যে বিষয়টি নিয়ে ব্যাপক আলোচনা চলছে। বিশ্লেষকদের মতে, সার্বিক পরিস্থিতি বিবেচনায় নিয়ে দ্রুত সিদ্ধান্ত নেওয়া জরুরি। তিনি আরও বলেন, জনগণের স্বার্থে সব ধরনের উদ্যোগ অব্যাহত থাকবে এবং কেউ আইন নিজের হাতে তুলে নিলে ছাড় দেওয়া হবে না। — [383, 805, 562, 1009]
masthead-tagline: সত্য ও বস্তুনিষ্ঠ সংবাদ — [14, 12, 80, 20]
article-body: সংশ্লিষ্ট সূত্রে জানা গেছে, এ বিষয়ে প্রয়োজনীয় পদক্ষেপ নেওয়ার প্রক্রিয়া চলছে। স্থানীয় প্রশাসনের কর্মকর্তারা জানান, পরিস্থিতি পর্যবেক্ষণে রাখা হয়েছে এবং যেকোনো অপ্রীতিকর ঘটনা এড়াতে নজরদারি অব্যাহত রয়েছে। দলীয় নেতাকর্মীরা বলছেন, আগামী নির্বাচনকে সামনে রেখে তৃণমূল পর্যায়ে প্রস্তুতি শুরু হয়েছে। এ বিষয়ে জানতে চাইলে সংশ্লিষ্ট কর্মকর্তা বলেন, অভিযোগ খতিয়ে দেখে যথাযথ ব্যবস্থা গ্রহণ করা হবে। এদিকে এলাকাবাসীর মধ্যে বিষয়টি নিয়ে ব্যাপক আলোচনা চলছে। বিশ্লেষকদের মতে, সার্বিক পরিস্থিতি বিবেচনায় নিয়ে দ্রুত সিদ্ধান্ত নেওয়া জরুরি। তিনি আরও বলেন, জনগণের স্বার্থে সব ধরনের উদ্যোগ অব্যাহত থাকবে এবং কেউ আইন নিজের হাতে তুলে নিলে ছাড় দেওয়া হবে না। সংশ্লিষ্ট সূত্রে জানা গেছে, এ বিষয়ে প্রয়োজনীয় পদক্ষেপ নেওয়ার প্রক্রিয়া চলছে। স্থানীয় প্রশাসনের কর্মকর্তারা জানান, পরিস্থিতি পর্যবেক্ষণে রাখা হয়েছে এবং যেকোনো অপ্রীতিকর ঘটনা এড়াতে নজরদারি অব্যাহত রয়েছে। দলীয় নেতাকর্মীরা বলছেন, আগামী নির্বাচনকে সামনে রেখে তৃণমূল পর্যায়ে প্রস্তুতি শুরু হয়েছে। এ বিষয়ে জানতে চাইলে সংশ্লিষ্ট কর্মকর্তা বলেন, অভিযোগ খতিয়ে দেখে যথাযথ ব্যবস্থা গ্রহণ করা হবে। এদিকে এলাকাবাসীর মধ্যে বিষয়টি নিয়ে ব্যাপক আলোচনা চলছে। বিশ্লেষকদের মতে, সার্বিক পরিস্থিতি বিবেচনায় নিয়ে দ্রুত সিদ্ধান্ত নেওয়া জরুরি। তিনি আরও বলেন, জনগণের স্বার্থে সব ধরনের উদ্যোগ অব্যাহত থাকবে এবং কেউ আইন নিজের হাতে তুলে নিলে ছাড় দেওয়া হবে না। সংশ্লিষ্ট সূত্রে জানা গেছে, এ বিষয়ে প্রয়োজনীয় পদক্ষেপ নেওয়ার প্রক্রিয়া চলছে। স্থানীয় প্রশাসনের কর্মকর্তারা জানান, পরিস্থিতি পর্যবেক্ষণে রাখা হয়েছে এবং যেকোনো অপ্রীতিকর ঘটনা এড়াতে নজরদারি অব্যাহত রয়েছে। দলীয় নেতাকর্মীরা বলছেন, আগামী নির্বাচনকে সামনে রেখে তৃণমূল পর্যায়ে প্রস্তুতি শুরু হয়েছে। এ বিষয়ে জানতে চাইলে সংশ্লিষ্ট কর্মকর্তা বলেন, অভিযোগ খতিয়ে দেখে যথাযথ ব্যবস্থা গ্রহণ করা হবে। এদিকে এলাকাবাসীর মধ্যে বিষয়টি নিয়ে ব্যাপক আলোচনা চলছে। বিশ্লেষকদের মতে, সার্বিক পরিস্থিতি বিবেচনায় নিয়ে দ্রুত সিদ্ধান্ত নেওয়া জরুরি। তিনি আরও বলেন, জনগণের স্বার্থে সব ধরনের উদ্যোগ অব্যাহত থাকবে এবং কেউ আইন নিজের হাতে তুলে নিলে ছাড় দেওয়া হবে না। — [383, 115, 562, 421]
article-body: সপ্তাহজুড়ে কোম্পানিটির শেয়ারদর ১০.৫০ শতাংশ বেড়ে সর্বশেষ ২৪ টাকা ৬০ পয়সায় লেনদেন হয়। এ সময়ে মোট ১ কোটি ৪৫ লাখ ২০ হাজার টাকার শেয়ার হাতবদল হয়েছে। দর বৃদ্ধির শীর্ষ তালিকায় থাকা কোম্পানিটির শেয়ারদর ৯.৮০ শতাংশ বেড়েছে। ডিএসইর তথ্য অনুযায়ী, আলোচ্য সপ্তাহে প্রতিষ্ঠানটির ২ কোটি ১০ লাখ টাকার শেয়ার লেনদেন হয়েছে। এ ছাড়া দর হারানোর তালিকায় থাকা কোম্পানির শেয়ারদর কমেছে ৭.২৫ শতাংশ। বাজার মূলধন দাঁড়িয়েছে ৪ হাজার ৩২০ কোটি টাকায়। লেনদেনের শীর্ষে থাকা প্রতিষ্ঠানটির ১৩.৪০ শতাংশ শেয়ার হাতবদল হয়েছে বলে জানা গেছে। সপ্তাহজুড়ে কোম্পানিটির শেয়ারদর ১০.৫০ শতাংশ বেড়ে সর্বশেষ ২৪ টাকা ৬০ পয়সায় লেনদেন হয়। এ সময়ে মোট ১ কোটি ৪৫ লাখ ২০ হাজার টাকার শেয়ার হাতবদল হয়েছে। দর বৃদ্ধির শীর্ষ তালিকায় থাকা কোম্পানিটির শেয়ারদর ৯.৮০ শতাংশ বেড়েছে। ডিএসইর তথ্য অনুযায়ী, আলোচ্য সপ্তাহে প্রতিষ্ঠানটির ২ কোটি ১০ লাখ টাকার শেয়ার লেনদেন হয়েছে। এ ছাড়া দর হারানোর তালিকায় থাকা কোম্পানির শেয়ারদর কমেছে ৭.২৫ শতাংশ। বাজার মূলধন দাঁড়িয়েছে ৪ হাজার ৩২০ কোটি টাকায়। লেনদেনের শীর্ষে থাকা প্রতিষ্ঠানটির ১৩.৪০ শতাংশ শেয়ার হাতবদল হয়েছে বলে জানা গেছে। সপ্তাহজুড়ে কোম্পানিটির শেয়ারদর ১০.৫০ শতাংশ বেড়ে সর্বশেষ ২৪ টাকা ৬০ পয়সায় লেনদেন হয়। এ সময়ে মোট ১ কোটি ৪৫ লাখ ২০ হাজার টাকার শেয়ার হাতবদল হয়েছে। দর বৃদ্ধির শীর্ষ তালিকায় থাকা কোম্পানিটির শেয়ারদর ৯.৮০ শতাংশ বেড়েছে। ডিএসইর তথ্য অনুযায়ী, আলোচ্য সপ্তাহে প্রতিষ্ঠানটির ২ কোটি ১০ লাখ টাকার শেয়ার লেনদেন হয়েছে। এ ছাড়া দর হারানোর তালিকায় থাকা কোম্পানির শেয়ারদর কমেছে ৭.২৫ শতাংশ। বাজার মূলধন দাঁড়িয়েছে ৪ হাজার ৩২০ কোটি টাকায়। লেনদেনের শীর্ষে থাকা প্রতিষ্ঠানটির ১৩.৪০ শতাংশ শেয়ার হাতবদল হয়েছে বলে জানা গেছে। সপ্তাহজুড়ে কোম্পানিটির শেয়ারদর ১০.৫০ শতাংশ বেড়ে সর্বশেষ ২৪ টাকা ৬০ পয়সায় লেনদেন হয়। এ সময়ে মোট ১ কোটি ৪৫ লাখ ২০ হাজার টাকার শেয়ার হাতবদল হয়েছে। দর বৃদ্ধির শীর্ষ তালিকায় থাকা কোম্পানিটির শেয়ারদর ৯.৮০ শতাংশ বেড়েছে। ডিএসইর তথ্য অনুযায়ী, আলোচ্য সপ্তাহে প্রতিষ্ঠানটির ২ কোটি ১০ লাখ টাকার শেয়ার লেনদেন হয়েছে। এ ছাড়া দর হারানোর তালিকায় থাকা কোম্পানির শেয়ারদর কমেছে ৭.২৫ শতাংশ। বাজার মূলধন দাঁড়িয়েছে ৪ হাজার ৩২০ কোটি টাকায়। লেনদেনের শীর্ষে থাকা প্রতিষ্ঠানটির ১৩.৪০ শতাংশ শেয়ার হাতবদল হয়েছে বলে জানা গেছে। সপ্তাহজুড়ে কোম্পানিটির শেয়ারদর ১০.৫০ শতাংশ বেড়ে সর্বশেষ ২৪ টাকা ৬০ পয়সায় লেনদেন হয়। এ সময়ে মোট ১ কোটি ৪৫ লাখ ২০ হাজার টাকার শেয়ার হাতবদল হয়েছে। দর বৃদ্ধির শীর্ষ তালিকায় থাকা কোম্পানিটির শেয়ারদর ৯.৮০ শতাংশ বেড়েছে। ডিএসইর তথ্য অনুযায়ী, আলোচ্য সপ্তাহে প্রতিষ্ঠানটির ২ কোটি ১০ লাখ টাকার শেয়ার লেনদেন হয়েছে। এ ছাড়া দর হারানোর তালিকায় থাকা কোম্পানির শেয়ারদর কমেছে ৭.২৫ শতাংশ। বাজার মূলধন দাঁড়িয়েছে ৪ হাজার ৩২০ কোটি টাকায়। লেনদেনের শীর্ষে থাকা প্রতিষ্ঠানটির ১৩.৪০ শতাংশ শেয়ার হাতবদল হয়েছে বলে জানা গেছে। — [569, 507, 748, 944]
article — [384, 772, 562, 1010]
article-headline: ভারতবিরোধী কট্টর — [246, 580, 328, 593]
article-body: সংশ্লিষ্ট সূত্রে জানা গেছে, এ বিষয়ে প্রয়োজনীয় পদক্ষেপ নেওয়ার প্রক্রিয়া চলছে। স্থানীয় প্রশাসনের কর্মকর্তারা জানান, পরিস্থিতি পর্যবেক্ষণে রাখা হয়েছে এবং যেকোনো অপ্রীতিকর ঘটনা এড়াতে নজরদারি অব্যাহত রয়েছে। দলীয় নেতাকর্মীরা বলছেন, আগামী নির্বাচনকে সামনে রেখে তৃণমূল পর্যায়ে প্রস্তুতি শুরু হয়েছে। এ বিষয়ে জানতে চাইলে সংশ্লিষ্ট কর্মকর্তা বলেন, অভিযোগ খতিয়ে দেখে যথাযথ ব্যবস্থা গ্রহণ করা হবে। এদিকে এলাকাবাসীর মধ্যে বিষয়টি নিয়ে ব্যাপক আলোচনা চলছে। বিশ্লেষকদের মতে, সার্বিক পরিস্থিতি বিবেচনায় নিয়ে দ্রুত সিদ্ধান্ত নেওয়া জরুরি। তিনি আরও বলেন, জনগণের স্বার্থে সব ধরনের উদ্যোগ অব্যাহত থাকবে এবং কেউ আইন নিজের হাতে তুলে নিলে ছাড় দেওয়া হবে না। সংশ্লিষ্ট সূত্রে জানা গেছে, এ বিষয়ে প্রয়োজনীয় পদক্ষেপ নেওয়ার প্রক্রিয়া চলছে। স্থানীয় প্রশাসনের কর্মকর্তারা জানান, পরিস্থিতি পর্যবেক্ষণে রাখা হয়েছে এবং যেকোনো অপ্রীতিকর ঘটনা এড়াতে নজরদারি অব্যাহত রয়েছে। দলীয় নেতাকর্মীরা বলছেন, আগামী নির্বাচনকে সামনে রেখে তৃণমূল পর্যায়ে প্রস্তুতি শুরু হয়েছে। এ বিষয়ে জানতে চাইলে সংশ্লিষ্ট কর্মকর্তা বলেন, অভিযোগ খতিয়ে দেখে যথাযথ ব্যবস্থা গ্রহণ করা হবে। এদিকে এলাকাবাসীর মধ্যে বিষয়টি নিয়ে ব্যাপক আলোচনা চলছে। বিশ্লেষকদের মতে, সার্বিক পরিস্থিতি বিবেচনায় নিয়ে দ্রুত সিদ্ধান্ত নেওয়া জরুরি। তিনি আরও বলেন, জনগণের স্বার্থে সব ধরনের উদ্যোগ অব্যাহত থাকবে এবং কেউ আইন নিজের হাতে তুলে নিলে ছাড় দেওয়া হবে না। সংশ্লিষ্ট সূত্রে জানা গেছে, এ বিষয়ে প্রয়োজনীয় পদক্ষেপ নেওয়ার প্রক্রিয়া চলছে। স্থানীয় প্রশাসনের কর্মকর্তারা জানান, পরিস্থিতি পর্যবেক্ষণে রাখা হয়েছে এবং যেকোনো অপ্রীতিকর ঘটনা এড়াতে নজরদারি অব্যাহত রয়েছে। দলীয় নেতাকর্মীরা বলছেন, আগামী নির্বাচনকে সামনে রেখে তৃণমূল পর্যায়ে প্রস্তুতি শুরু হয়েছে। এ বিষয়ে জানতে চাইলে সংশ্লিষ্ট কর্মকর্তা বলেন, অভিযোগ খতিয়ে দেখে যথাযথ ব্যবস্থা গ্রহণ করা হবে। এদিকে এলাকাবাসীর মধ্যে বিষয়টি নিয়ে ব্যাপক আলোচনা চলছে। বিশ্লেষকদের মতে, সার্বিক পরিস্থিতি বিবেচনায় নিয়ে দ্রুত সিদ্ধান্ত নেওয়া জরুরি। তিনি আরও বলেন, জনগণের স্বার্থে সব ধরনের উদ্যোগ অব্যাহত থাকবে এবং কেউ আইন নিজের হাতে তুলে নিলে ছাড় দেওয়া হবে না। — [197, 992, 376, 1299]
article-body: সংশ্লিষ্ট সূত্রে জানা গেছে, এ বিষয়ে প্রয়োজনীয় পদক্ষেপ নেওয়ার প্রক্রিয়া চলছে। স্থানীয় প্রশাসনের কর্মকর্তারা জানান, পরিস্থিতি পর্যবেক্ষণে রাখা হয়েছে এবং যেকোনো অপ্রীতিকর ঘটনা এড়াতে নজরদারি অব্যাহত রয়েছে। দলীয় নেতাকর্মীরা বলছেন, আগামী নির্বাচনকে সামনে রেখে তৃণমূল পর্যায়ে প্রস্তুতি শুরু হয়েছে। এ বিষয়ে জানতে চাইলে সংশ্লিষ্ট কর্মকর্তা বলেন, অভিযোগ খতিয়ে দেখে যথাযথ ব্যবস্থা গ্রহণ করা হবে। এদিকে এলাকাবাসীর মধ্যে বিষয়টি নিয়ে ব্যাপক আলোচনা চলছে। বিশ্লেষকদের মতে, সার্বিক পরিস্থিতি বিবেচনায় নিয়ে দ্রুত সিদ্ধান্ত নেওয়া জরুরি। তিনি আরও বলেন, জনগণের স্বার্থে সব ধরনের উদ্যোগ অব্যাহত থাকবে এবং কেউ আইন নিজের হাতে তুলে নিলে ছাড় দেওয়া হবে না। — [197, 328, 376, 430]
article-body: সংশ্লিষ্ট সূত্রে জানা গেছে, এ বিষয়ে প্রয়োজনীয় পদক্ষেপ নেওয়ার প্রক্রিয়া চলছে। স্থানীয় প্রশাসনের কর্মকর্তারা জানান, পরিস্থিতি পর্যবেক্ষণে রাখা হয়েছে এবং যেকোনো অপ্রীতিকর ঘটনা এড়াতে নজরদারি অব্যাহত রয়েছে। দলীয় নেতাকর্মীরা বলছেন, আগামী নির্বাচনকে সামনে রেখে তৃণমূল পর্যায়ে প্রস্তুতি শুরু হয়েছে। এ বিষয়ে জানতে চাইলে সংশ্লিষ্ট কর্মকর্তা বলেন, অভিযোগ খতিয়ে দেখে যথাযথ ব্যবস্থা গ্রহণ করা হবে। এদিকে এলাকাবাসীর মধ্যে বিষয়টি নিয়ে ব্যাপক আলোচনা চলছে। বিশ্লেষকদের মতে, সার্বিক পরিস্থিতি বিবেচনায় নিয়ে দ্রুত সিদ্ধান্ত নেওয়া জরুরি। তিনি আরও বলেন, জনগণের স্বার্থে সব ধরনের উদ্যোগ অব্যাহত থাকবে এবং কেউ আইন নিজের হাতে তুলে নিলে ছাড় দেওয়া হবে না। — [197, 469, 376, 571]
continuation-note: তৃতীয় পৃষ্ঠার পর — [78, 103, 123, 112]
